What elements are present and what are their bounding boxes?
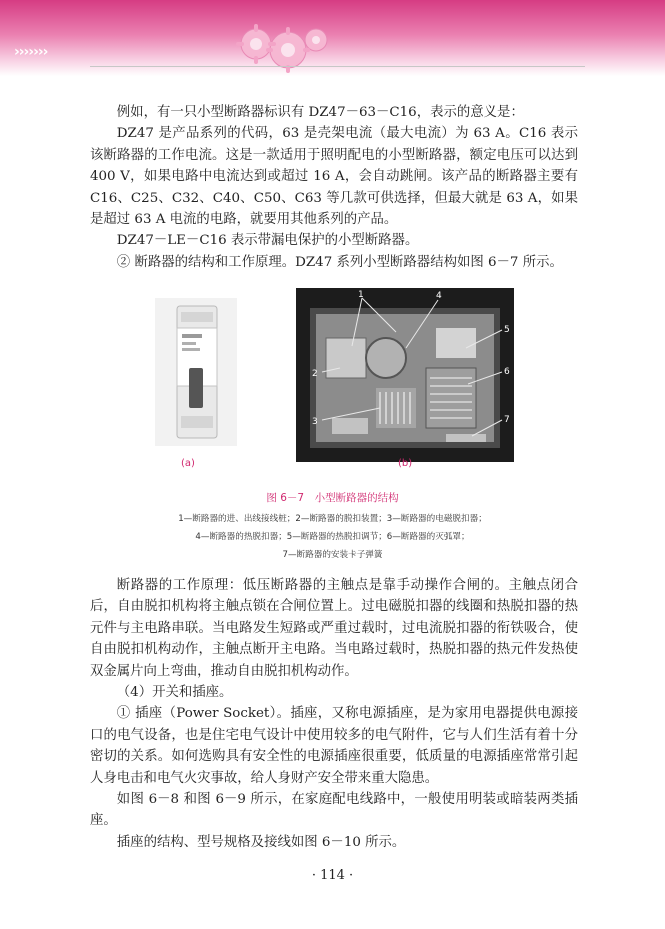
figure-legend-line: 1—断路器的进、出线接线桩；2—断路器的脱扣装置；3—断路器的电磁脱扣器； (178, 514, 487, 524)
gear-icon (228, 20, 338, 76)
header-rule (90, 66, 585, 67)
figure-legend-line: 7—断路器的安装卡子弹簧 (282, 550, 383, 560)
paragraph: （4）开关和插座。 (116, 685, 233, 701)
page-number: · 114 · (311, 868, 354, 883)
callout-7: 7 (504, 415, 510, 425)
paragraph: DZ47 是产品系列的代码，63 是壳架电流（最大电流）为 63 A。C16 表示该断路器的工作电流。这是一款适用于照明配电的小型断路器，额定电压可以达到 400 V，如果电路中电流达到或超过 16 A，会自动跳闸。该产品的断路器主要有 C16、C25、C32、C40、C50、C63 等几款可供选择，但最大就是 63 A，如果是超过 63 A 电流的电路，就要用其他系列的产品。 (90, 126, 578, 228)
breaker-cutaway-b (296, 288, 514, 462)
paragraph: DZ47－LE－C16 表示带漏电保护的小型断路器。 (116, 233, 419, 249)
paragraph: 如图 6－8 和图 6－9 所示，在家庭配电线路中，一般使用明装或暗装两类插座。 (90, 792, 578, 829)
body-text-top (90, 102, 578, 273)
paragraph: ① 插座（Power Socket）。插座，又称电源插座，是为家用电器提供电源接口的电气设备，也是住宅电气设计中使用较多的电气附件，它与人们生活有着十分密切的关系。如何选购具有安全性的电源插座很重要，低质量的电源插座常常引起人身电击和电气火灾事故，给人身财产安全带来重大隐患。 (90, 706, 578, 786)
chevron-decoration: ››››››› (14, 44, 48, 60)
callout-2: 2 (312, 369, 318, 379)
callout-4: 4 (436, 291, 442, 301)
figure-label-a: (a) (181, 458, 195, 469)
body-text-bottom (90, 575, 578, 853)
paragraph: ② 断路器的结构和工作原理。DZ47 系列小型断路器结构如图 6－7 所示。 (116, 254, 563, 270)
figure-caption: 图 6－7 小型断路器的结构 (266, 492, 399, 504)
callout-1: 1 (358, 290, 364, 300)
callout-6: 6 (504, 367, 510, 377)
breaker-photo-a (155, 298, 237, 446)
figure-legend-line: 4—断路器的热脱扣器；5—断路器的热脱扣调节；6—断路器的灭弧罩； (195, 532, 470, 542)
paragraph: 插座的结构、型号规格及接线如图 6－10 所示。 (116, 834, 406, 850)
figure-label-b: (b) (398, 458, 413, 469)
paragraph: 例如，有一只小型断路器标识有 DZ47－63－C16，表示的意义是： (116, 105, 524, 120)
paragraph: 断路器的工作原理：低压断路器的主触点是靠手动操作合闸的。主触点闭合后，自由脱扣机构将主触点锁在合闸位置上。过电磁脱扣器的线圈和热脱扣器的热元件与主电路串联。当电路发生短路或严重过载时，过电流脱扣器的衔铁吸合，使自由脱扣机构动作，主触点断开主电路。当电路过载时，热脱扣器的热元件发热使双金属片向上弯曲，推动自由脱扣机构动作。 (90, 578, 578, 679)
callout-5: 5 (504, 325, 510, 335)
callout-3: 3 (312, 417, 318, 427)
